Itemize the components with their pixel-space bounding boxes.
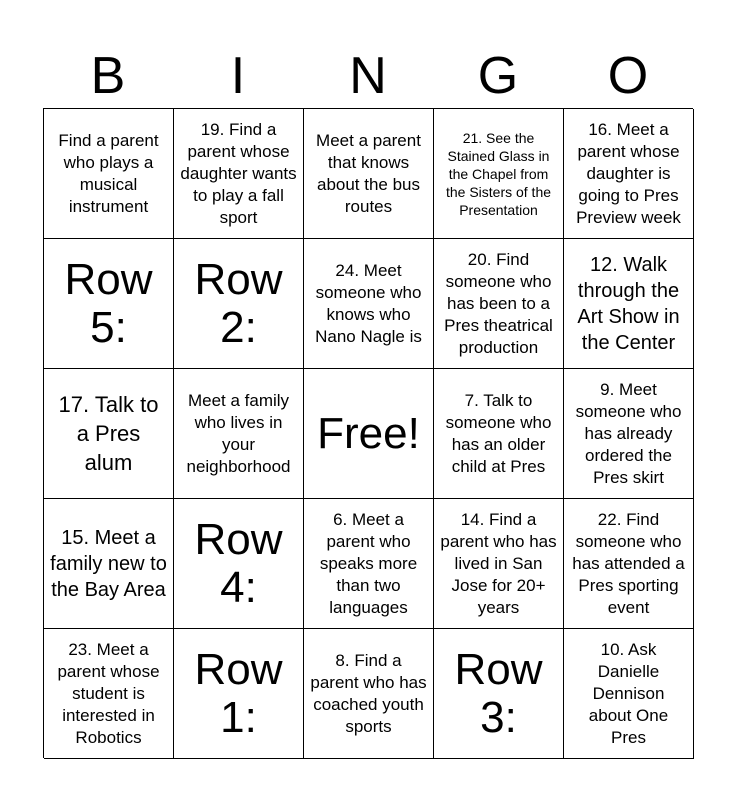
bingo-cell-o-3[interactable] [564, 369, 694, 499]
bingo-cell-text: Row 2: [194, 254, 283, 352]
bingo-cell-n-1[interactable] [304, 109, 434, 239]
bingo-cell-o-5[interactable] [564, 629, 694, 759]
bingo-cell-o-4[interactable] [564, 499, 694, 629]
bingo-cell-i-2[interactable] [174, 239, 304, 369]
bingo-cell-i-4[interactable] [174, 499, 304, 629]
bingo-cell-b-4[interactable] [44, 499, 174, 629]
bingo-cell-text: 7. Talk to someone who has an older child at Pres [445, 390, 552, 476]
bingo-cell-n-4[interactable] [304, 499, 434, 629]
header-letter-o: O [607, 47, 649, 105]
bingo-cell-b-1[interactable] [44, 109, 174, 239]
bingo-header [43, 44, 693, 108]
bingo-cell-text: 9. Meet someone who has already ordered the Pres skirt [575, 379, 682, 487]
bingo-cell-b-3[interactable] [44, 369, 174, 499]
bingo-cell-text: Free! [317, 408, 420, 458]
header-letter-n: N [349, 47, 387, 105]
bingo-cell-text: 17. Talk to a Pres alum [58, 392, 159, 475]
bingo-cell-text: 21. See the Stained Glass in the Chapel from the Sisters of the Presentation [445, 129, 552, 218]
bingo-cell-g-4[interactable] [434, 499, 564, 629]
bingo-cell-g-3[interactable] [434, 369, 564, 499]
header-letter-g: G [477, 47, 519, 105]
bingo-cell-text: 15. Meet a family new to the Bay Area [50, 526, 167, 601]
header-letter-i: I [230, 47, 246, 105]
bingo-cell-i-3[interactable] [174, 369, 304, 499]
bingo-cell-g-1[interactable] [434, 109, 564, 239]
bingo-cell-o-1[interactable] [564, 109, 694, 239]
bingo-cell-text: Row 5: [64, 254, 153, 352]
bingo-cell-i-1[interactable] [174, 109, 304, 239]
bingo-cell-text: Row 4: [194, 514, 283, 612]
bingo-cell-n-3[interactable] [304, 369, 434, 499]
bingo-cell-text: 10. Ask Danielle Dennison about One Pres [588, 639, 669, 747]
bingo-cell-text: 23. Meet a parent whose student is interested in Robotics [57, 639, 160, 747]
bingo-cell-text: 6. Meet a parent who speaks more than two languages [319, 509, 418, 617]
bingo-cell-text: Find a parent who plays a musical instrument [58, 130, 159, 216]
bingo-cell-o-2[interactable] [564, 239, 694, 369]
bingo-cell-text: 22. Find someone who has attended a Pres sporting event [572, 509, 685, 617]
header-letter-b: B [90, 47, 126, 105]
bingo-cell-text: Meet a family who lives in your neighborhood [186, 390, 291, 476]
bingo-cell-text: 20. Find someone who has been to a Pres theatrical production [444, 249, 553, 357]
bingo-cell-i-5[interactable] [174, 629, 304, 759]
bingo-cell-n-2[interactable] [304, 239, 434, 369]
bingo-cell-g-2[interactable] [434, 239, 564, 369]
bingo-cell-text: 19. Find a parent whose daughter wants to play a fall sport [180, 119, 297, 227]
bingo-cell-text: 24. Meet someone who knows who Nano Nagle is [315, 260, 422, 346]
bingo-cell-g-5[interactable] [434, 629, 564, 759]
bingo-cell-text: Row 3: [454, 644, 543, 742]
bingo-cell-b-2[interactable] [44, 239, 174, 369]
bingo-cell-n-5[interactable] [304, 629, 434, 759]
bingo-cell-text: 14. Find a parent who has lived in San Jose for 20+ years [440, 509, 557, 617]
bingo-grid [43, 108, 693, 758]
bingo-cell-text: 12. Walk through the Art Show in the Center [577, 253, 680, 354]
bingo-cell-text: Row 1: [194, 644, 283, 742]
bingo-cell-b-5[interactable] [44, 629, 174, 759]
bingo-cell-text: 8. Find a parent who has coached youth sports [310, 650, 427, 736]
bingo-cell-text: Meet a parent that knows about the bus routes [316, 130, 421, 216]
bingo-cell-text: 16. Meet a parent whose daughter is going to Pres Preview week [576, 119, 681, 227]
